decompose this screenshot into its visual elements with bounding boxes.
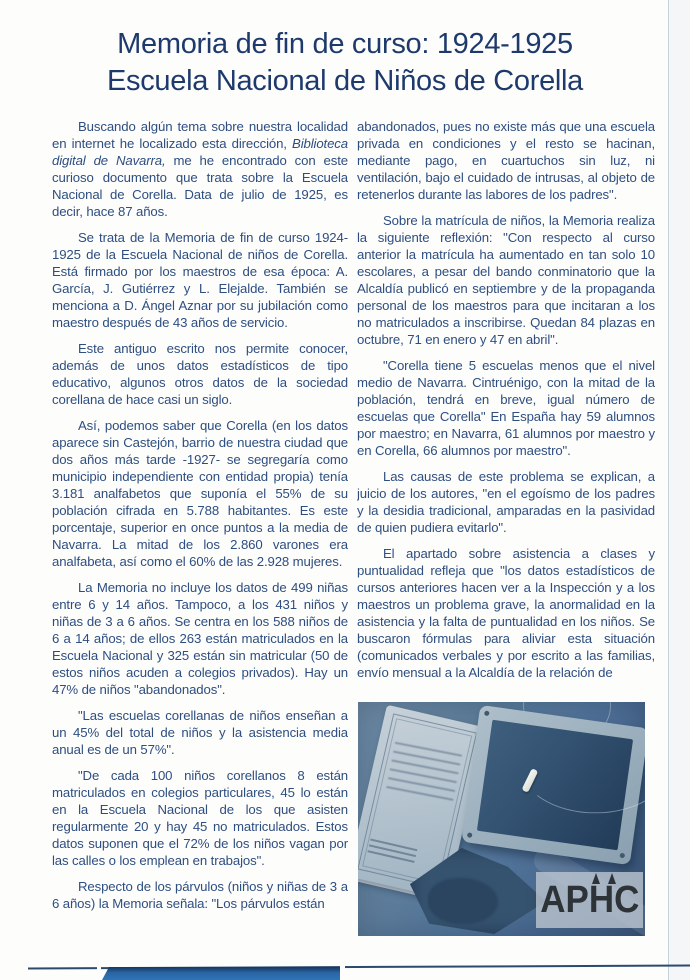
photo-school-slate [461,705,645,865]
paragraph: Buscando algún tema sobre nuestra localidad en internet he localizado esta dirección, Biblioteca digital de Navarra, me he encontrado con este curioso documento que trata sobre la Escuela Nacional de Corella. Data de julio de 1925, es decir, hace 87 años. [52,119,348,219]
right-column [357,118,655,698]
paragraph: La Memoria no incluye los datos de 499 niñas entre 6 y 14 años. Tampoco, a los 431 niños y niñas de 3 a 6 años. Se centra en los 588 niños de 6 a 14 años; de ellos 263 están matriculados en la Escuela Nacional y 325 están sin matricular (50 de estos niños acuden a colegios privados). Hay un 47% de niños "abandonados". [52,580,348,697]
historical-photo [358,702,645,936]
watermark-text: APHC [539,879,640,921]
pen-nib-icon [608,873,616,884]
paragraph: "Las escuelas corellanas de niños enseñan a un 45% del total de niños y la asistencia media anual es de un 57%". [52,708,348,757]
page-title [0,26,690,100]
slate-screw [620,853,626,859]
scan-gap-artifact [340,963,345,973]
pen-nib-icon [592,873,600,884]
notebook-stamp [367,835,418,865]
next-page-blue-bar [102,967,340,980]
paragraph: Sobre la matrícula de niños, la Memoria realiza la siguiente reflexión: "Con respecto al curso anterior la matrícula ha aumentado en tan solo 10 escolares, a pesar del bando conminatorio que la Alcaldía publicó en septiembre y de la propaganda personal de los maestros para que incitaran a los no matriculados a inscribirse. Quedan 84 plazas en octubre, 71 en enero y 47 en abril". [357,213,655,347]
paragraph: Las causas de este problema se explican, a juicio de los autores, "en el egoísmo de los padres y la desidia tradicional, amparadas en la pasividad de quien pudiera evitarlo". [357,469,655,535]
slate-screw [484,710,490,716]
paragraph: "Corella tiene 5 escuelas menos que el nivel medio de Navarra. Cintruénigo, con la mitad de la población, tendrá en breve, igual número de escuelas que Corella" En España hay 59 alumnos por maestro; en Navarra, 61 alumnos por maestro y en Corella, 66 alumnos por maestro". [357,358,655,458]
left-column [52,118,348,950]
scan-right-margin [669,0,690,980]
slate-screw [467,832,473,838]
paragraph: abandonados, pues no existe más que una escuela privada en condiciones y el resto se hacinan, mediante pago, en cuartuchos sin luz, ni ventilación, bajo el cuidado de intrusas, al objeto de retenerlos durante las labores de los padres". [357,119,655,202]
aphc-watermark [536,872,643,928]
title-line-2: Escuela Nacional de Niños de Corella [106,65,584,97]
paragraph: Así, podemos saber que Corella (en los datos aparece sin Castejón, barrio de nuestra ciudad que dos años más tarde -1927- se segregaría como municipio independiente con entidad propia) tenía 3.181 analfabetos que suponía el 55% de su población cifrada en 5.788 habitantes. Es este porcentaje, superior en once puntos a la media de Navarra. La mitad de los 2.860 varones era analfabeta, así como el 60% de las 2.928 mujeres. [52,418,348,569]
scan-edge-artifact-line [668,0,669,980]
paragraph: Este antiguo escrito nos permite conocer, además de unos datos estadísticos de tipo educativo, algunos otros datos de la sociedad corellana de hace casi un siglo. [52,341,348,407]
paragraph: Respecto de los párvulos (niños y niñas de 3 a 6 años) la Memoria señala: "Los párvulos están [52,879,348,911]
notebook-handwriting [386,735,464,805]
paragraph: Se trata de la Memoria de fin de curso 1924-1925 de la Escuela Nacional de niños de Corella. Está firmado por los maestros de esa época: A. García, J. Gutiérrez y L. Elejalde. También se menciona a D. Ángel Aznar por su jubilación como maestro después de 43 años de servicio. [52,230,348,330]
photo-dark-cloth-shadow [428,878,498,924]
title-line-1: Memoria de fin de curso: 1924-1925 [117,28,573,60]
paragraph: "De cada 100 niños corellanos 8 están matriculados en colegios particulares, 45 lo están en la Escuela Nacional de los que asisten regularmente 20 y hay 45 no matriculados. Estos datos suponen que el 72% de los niños vagan por las calles o los emplean en trabajos". [52,768,348,868]
paragraph: El apartado sobre asistencia a clases y puntualidad refleja que "los datos estadísticos de cursos anteriores hacen ver a la Inspección y a los maestros un problema grave, la anormalidad en la asistencia y la falta de puntualidad en los niños. Se buscaron fórmulas para aliviar esta situación (comunicados verbales y por escrito a las familias, envío mensual a la Alcaldía de la relación de [357,546,655,680]
scan-gap-artifact [97,963,101,973]
